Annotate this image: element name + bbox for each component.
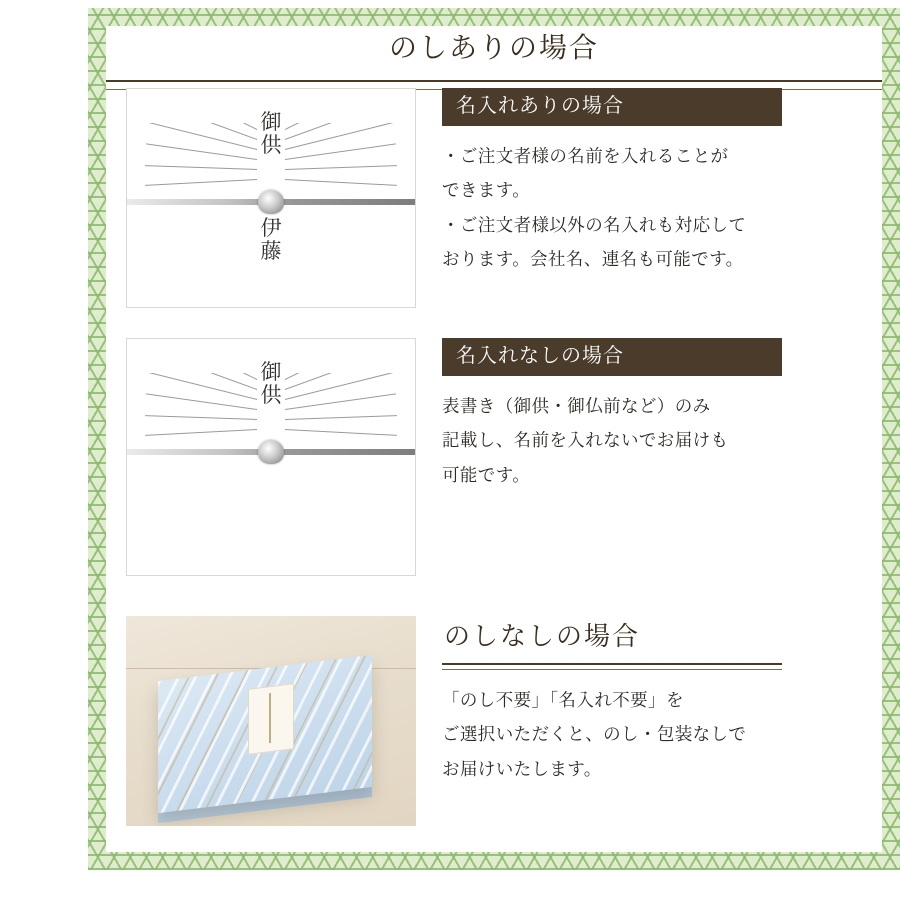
with-name-line-1: ・ご注文者様の名前を入れることが	[442, 146, 729, 166]
with-name-line-2: できます。	[442, 180, 531, 201]
no-noshi-heading: のしなしの場合	[444, 622, 641, 651]
with-name-body	[442, 140, 782, 276]
noshi-name-text: 伊藤	[260, 216, 282, 263]
with-name-heading: 名入れありの場合	[442, 88, 782, 126]
without-name-body	[442, 390, 782, 491]
gift-box-photo	[126, 616, 416, 826]
content-area	[106, 26, 882, 852]
no-noshi-textcol	[442, 616, 782, 826]
with-name-line-3: ・ご注文者様以外の名入れも対応して	[442, 214, 747, 235]
without-name-line-3: 可能です。	[442, 464, 531, 485]
mizuhiki-knot-icon	[258, 190, 284, 214]
noshi-preview-with-name	[126, 88, 416, 308]
title-block	[106, 26, 882, 90]
section-with-name	[126, 88, 782, 308]
with-name-textcol	[442, 88, 782, 308]
noshi-omotegaki-text: 御供	[260, 360, 282, 407]
no-noshi-body	[442, 684, 782, 785]
with-name-line-4: おります。会社名、連名も可能です。	[442, 249, 744, 270]
mizuhiki-knot-icon	[258, 440, 284, 464]
no-noshi-line-1: 「のし不要」「名入れ不要」を	[442, 690, 684, 710]
without-name-textcol	[442, 338, 782, 576]
section-no-noshi	[126, 616, 782, 826]
no-noshi-divider	[442, 663, 782, 670]
without-name-heading: 名入れなしの場合	[442, 338, 782, 376]
without-name-line-2: 記載し、名前を入れないでお届けも	[442, 430, 729, 451]
no-noshi-line-2: ご選択いただくと、のし・包装なしで	[442, 724, 747, 745]
page-title: のしありの場合	[388, 33, 599, 64]
noshi-omotegaki-text: 御供	[260, 110, 282, 157]
no-noshi-line-3: お届けいたします。	[442, 758, 602, 779]
gift-box-label	[248, 683, 294, 755]
section-without-name	[126, 338, 782, 576]
without-name-line-1: 表書き（御供・御仏前など）のみ	[442, 396, 711, 416]
noshi-preview-without-name	[126, 338, 416, 576]
